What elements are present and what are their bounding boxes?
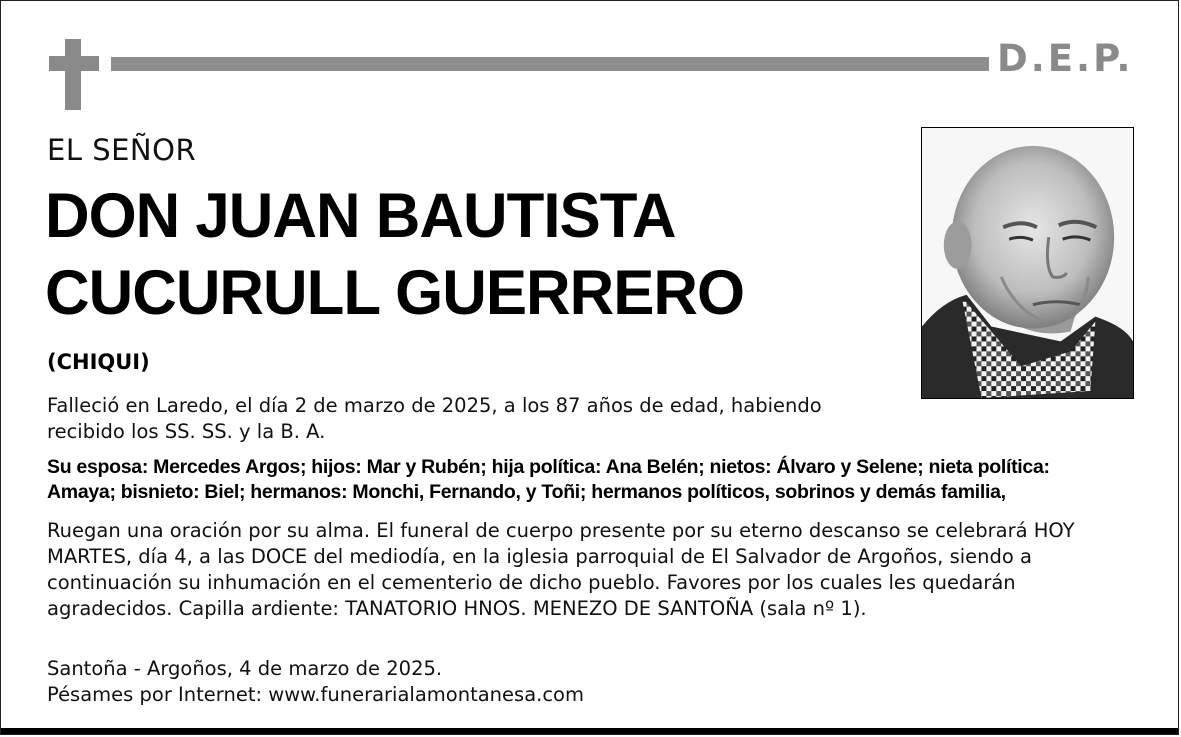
place-date: Santoña - Argoños, 4 de marzo de 2025.: [47, 657, 443, 680]
funeral-line-2: MARTES, día 4, a las DOCE del mediodía, en la iglesia parroquial de El Salvador de Argoños, siendo a: [47, 545, 1032, 568]
cross-icon: [49, 39, 99, 110]
death-notice-line-2: recibido los SS. SS. y la B. A.: [47, 420, 326, 443]
dep-label: D.E.P.: [997, 37, 1134, 80]
portrait-photo: [921, 127, 1134, 399]
nickname: (CHIQUI): [47, 350, 150, 374]
funeral-line-1: Ruegan una oración por su alma. El funeral de cuerpo presente por su eterno descanso se celebrará HOY: [47, 519, 1075, 542]
name-line-1: DON JUAN BAUTISTA: [45, 181, 676, 251]
family-line-2: Amaya; bisnieto: Biel; hermanos: Monchi, Fernando, y Toñi; hermanos políticos, sobrinos y demás familia,: [47, 481, 1006, 503]
name-line-2: CUCURULL GUERRERO: [45, 258, 745, 328]
honorific: EL SEÑOR: [47, 133, 197, 167]
portrait-image: [922, 128, 1133, 398]
death-notice-line-1: Falleció en Laredo, el día 2 de marzo de 2025, a los 87 años de edad, habiendo: [47, 394, 822, 417]
death-notice: [47, 393, 867, 445]
footer: [47, 656, 947, 708]
family-line-1: Su esposa: Mercedes Argos; hijos: Mar y Rubén; hija política: Ana Belén; nietos: Álvaro y Selene; nieta política:: [47, 456, 1050, 478]
condolences-line: Pésames por Internet: www.funerarialamontanesa.com: [47, 683, 584, 706]
header-rule: [111, 57, 989, 71]
family-list: [47, 455, 1142, 505]
funeral-line-3: continuación su inhumación en el cementerio de dicho pueblo. Favores por los cuales les quedarán: [47, 571, 1016, 594]
bottom-border: [1, 728, 1178, 734]
funeral-line-4: agradecidos. Capilla ardiente: TANATORIO HNOS. MENEZO DE SANTOÑA (sala nº 1).: [47, 597, 867, 620]
funeral-details: [47, 518, 1147, 622]
deceased-name: [45, 178, 744, 332]
